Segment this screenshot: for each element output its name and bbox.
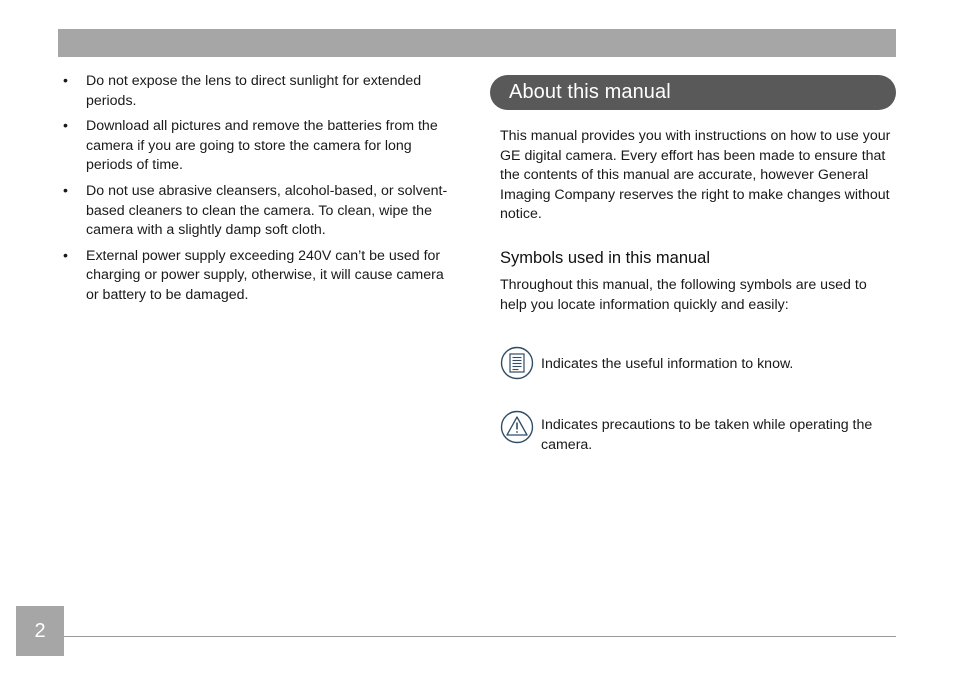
symbols-intro: Throughout this manual, the following symbols are used to help you locate information quickly and easily: bbox=[500, 277, 867, 313]
section-title: About this manual bbox=[509, 81, 671, 103]
warning-description: Indicates precautions to be taken while operating the camera. bbox=[541, 417, 873, 453]
list-item: • Do not use abrasive cleansers, alcohol-based, or solvent-based cleaners to clean the camera. To clean, wipe the camera with a slightly damp soft cloth. bbox=[62, 182, 454, 241]
left-column bbox=[62, 72, 454, 312]
warning-icon bbox=[500, 410, 534, 444]
intro-paragraph: This manual provides you with instructions on how to use your GE digital camera. Every effort has been made to ensure that the contents of this manual are accurate, however General Imaging Company reserves the right to make changes without notice. bbox=[500, 128, 891, 223]
note-description: Indicates the useful information to know. bbox=[541, 356, 794, 372]
top-header-bar bbox=[58, 29, 896, 57]
section-header-pill bbox=[490, 75, 896, 110]
symbols-heading: Symbols used in this manual bbox=[500, 249, 711, 267]
note-icon bbox=[500, 346, 534, 380]
precautions-list bbox=[62, 72, 454, 306]
list-item: • Download all pictures and remove the batteries from the camera if you are going to store the camera for long periods of time. bbox=[62, 117, 454, 176]
list-item: • External power supply exceeding 240V can’t be used for charging or power supply, otherwise, it will cause camera or battery to be damaged. bbox=[62, 247, 454, 306]
footer-divider bbox=[64, 636, 896, 637]
page-number: 2 bbox=[16, 606, 64, 656]
list-item: • Do not expose the lens to direct sunlight for extended periods. bbox=[62, 72, 454, 111]
